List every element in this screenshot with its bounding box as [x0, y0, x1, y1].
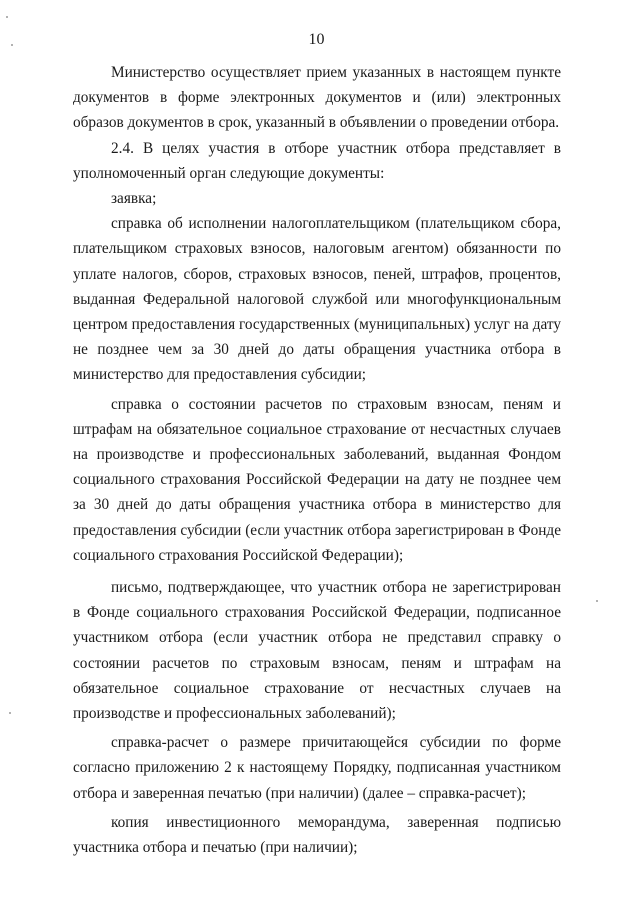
paragraph-letter: письмо, подтверждающее, что участник отбора не зарегистрирован в Фонде социального страхования Российской Федерации, подписанное участником отбора (если участник отбора не представил справку о состоянии расчетов по страховым взносам, пеням и штрафам на обязательное социальное страхование от несчастных случаев на производстве и профессиональных заболеваний); [73, 579, 561, 723]
paragraph-application: заявка; [111, 190, 157, 208]
page-number: 10 [308, 31, 325, 48]
paragraph-insurance-certificate: справка о состоянии расчетов по страховым взносам, пеням и штрафам на обязательное социальное страхование от несчастных случаев на производстве и профессиональных заболеваний, выданная Фондом социального страхования Российской Федерации на дату не позднее чем за 30 дней до даты обращения участника отбора в министерство для предоставления субсидии (если участник отбора зарегистрирован в Фонде социального страхования Российской Федерации); [73, 395, 561, 564]
paragraph-calculation: справка-расчет о размере причитающейся субсидии по форме согласно приложению 2 к настоящему Порядку, подписанная участником отбора и заверенная печатью (при наличии) (далее – справка-расчет); [73, 734, 561, 802]
document-body [73, 60, 561, 860]
scan-speck [9, 712, 11, 714]
scan-speck [596, 600, 598, 602]
paragraph-section-2-4: 2.4. В целях участия в отборе участник отбора представляет в уполномоченный орган следующие документы: [73, 139, 561, 182]
scan-speck [6, 16, 8, 18]
paragraph-memorandum-copy: копия инвестиционного меморандума, заверенная подписью участника отбора и печатью (при наличии); [73, 813, 561, 857]
paragraph-submission-method: Министерство осуществляет прием указанных в настоящем пункте документов в форме электронных документов и (или) электронных образов документов в срок, указанный в объявлении о проведении отбора. [73, 64, 561, 132]
paragraph-tax-certificate: справка об исполнении налогоплательщиком (плательщиком сбора, плательщиком страховых взносов, налоговым агентом) обязанности по уплате налогов, сборов, страховых взносов, пеней, штрафов, процентов, выданная Федеральной налоговой службой или многофункциональным центром предоставления государственных (муниципальных) услуг на дату не позднее чем за 30 дней до даты обращения участника отбора в министерство для предоставления субсидии; [73, 215, 561, 384]
